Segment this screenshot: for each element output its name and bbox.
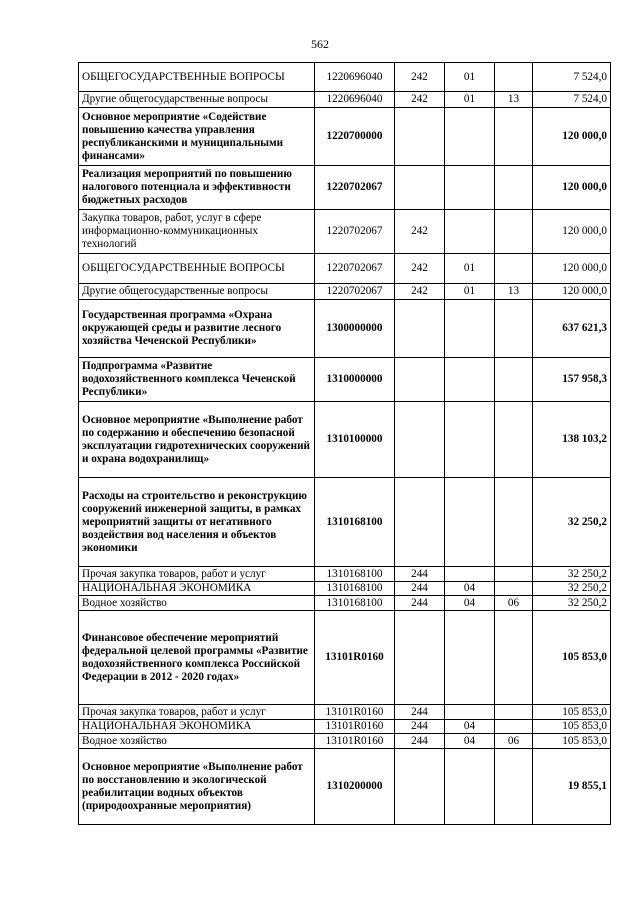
row-subsection-cell — [495, 108, 533, 166]
row-subsection-cell — [495, 705, 533, 720]
row-code-cell: 1310000000 — [315, 358, 395, 402]
row-subsection-cell: 13 — [495, 92, 533, 108]
table-row — [79, 611, 611, 705]
row-section-cell — [445, 108, 495, 166]
row-section-cell: 04 — [445, 582, 495, 596]
row-name-cell: Прочая закупка товаров, работ и услуг — [79, 567, 315, 582]
row-sum-cell: 157 958,3 — [533, 358, 611, 402]
row-subsection-cell — [495, 166, 533, 210]
row-expense-type-cell — [395, 749, 445, 825]
row-sum-cell: 105 853,0 — [533, 611, 611, 705]
row-section-cell: 01 — [445, 63, 495, 92]
row-sum-cell: 138 103,2 — [533, 402, 611, 478]
table-row — [79, 254, 611, 284]
row-code-cell: 1310168100 — [315, 582, 395, 596]
row-code-cell: 13101R0160 — [315, 611, 395, 705]
row-sum-cell: 7 524,0 — [533, 92, 611, 108]
row-subsection-cell: 13 — [495, 284, 533, 300]
row-sum-cell: 32 250,2 — [533, 478, 611, 567]
row-sum-cell: 32 250,2 — [533, 582, 611, 596]
row-subsection-cell — [495, 611, 533, 705]
row-code-cell: 1310168100 — [315, 478, 395, 567]
table-row — [79, 749, 611, 825]
table-row — [79, 478, 611, 567]
row-name-cell: Основное мероприятие «Содействие повышению качества управления республиканскими и муниципальными финансами» — [79, 108, 315, 166]
row-subsection-cell — [495, 720, 533, 734]
table-row — [79, 734, 611, 749]
row-code-cell: 1310200000 — [315, 749, 395, 825]
row-name-cell: Другие общегосударственные вопросы — [79, 284, 315, 300]
row-name-cell: ОБЩЕГОСУДАРСТВЕННЫЕ ВОПРОСЫ — [79, 254, 315, 284]
row-section-cell — [445, 611, 495, 705]
row-section-cell: 01 — [445, 284, 495, 300]
row-code-cell: 13101R0160 — [315, 720, 395, 734]
row-code-cell: 13101R0160 — [315, 734, 395, 749]
row-code-cell: 1220700000 — [315, 108, 395, 166]
row-subsection-cell — [495, 358, 533, 402]
row-code-cell: 1310168100 — [315, 596, 395, 611]
row-name-cell: Расходы на строительство и реконструкцию сооружений инженерной защиты, в рамках мероприятий защиты от негативного воздействия вод населения и объектов экономики — [79, 478, 315, 567]
table-row — [79, 284, 611, 300]
row-section-cell — [445, 478, 495, 567]
table-row — [79, 210, 611, 254]
table-row — [79, 92, 611, 108]
row-expense-type-cell: 244 — [395, 596, 445, 611]
row-expense-type-cell — [395, 478, 445, 567]
row-subsection-cell: 06 — [495, 596, 533, 611]
row-section-cell — [445, 166, 495, 210]
row-name-cell: Водное хозяйство — [79, 734, 315, 749]
row-name-cell: Подпрограмма «Развитие водохозяйственного комплекса Чеченской Республики» — [79, 358, 315, 402]
row-section-cell: 01 — [445, 254, 495, 284]
row-subsection-cell — [495, 567, 533, 582]
row-name-cell: НАЦИОНАЛЬНАЯ ЭКОНОМИКА — [79, 582, 315, 596]
row-subsection-cell: 06 — [495, 734, 533, 749]
row-section-cell — [445, 749, 495, 825]
row-name-cell: Государственная программа «Охрана окружающей среды и развитие лесного хозяйства Чеченской Республики» — [79, 300, 315, 358]
table-row — [79, 402, 611, 478]
row-code-cell: 1220702067 — [315, 254, 395, 284]
row-expense-type-cell: 244 — [395, 705, 445, 720]
table-row — [79, 63, 611, 92]
row-subsection-cell — [495, 478, 533, 567]
budget-table-body — [79, 63, 611, 825]
row-subsection-cell — [495, 749, 533, 825]
row-expense-type-cell: 242 — [395, 284, 445, 300]
row-code-cell: 13101R0160 — [315, 705, 395, 720]
row-code-cell: 1310100000 — [315, 402, 395, 478]
row-name-cell: Другие общегосударственные вопросы — [79, 92, 315, 108]
row-name-cell: Закупка товаров, работ, услуг в сфере информационно-коммуникационных технологий — [79, 210, 315, 254]
table-row — [79, 582, 611, 596]
row-expense-type-cell — [395, 300, 445, 358]
row-name-cell: Реализация мероприятий по повышению налогового потенциала и эффективности бюджетных расходов — [79, 166, 315, 210]
row-sum-cell: 105 853,0 — [533, 705, 611, 720]
row-name-cell: Водное хозяйство — [79, 596, 315, 611]
row-sum-cell: 120 000,0 — [533, 166, 611, 210]
row-section-cell — [445, 705, 495, 720]
row-name-cell: Финансовое обеспечение мероприятий федеральной целевой программы «Развитие водохозяйственного комплекса Российской Федерации в 2012 - 2020 годах» — [79, 611, 315, 705]
row-subsection-cell — [495, 402, 533, 478]
row-sum-cell: 19 855,1 — [533, 749, 611, 825]
row-section-cell: 04 — [445, 720, 495, 734]
table-row — [79, 300, 611, 358]
table-row — [79, 166, 611, 210]
row-sum-cell: 105 853,0 — [533, 734, 611, 749]
row-code-cell: 1220702067 — [315, 166, 395, 210]
row-expense-type-cell: 242 — [395, 63, 445, 92]
budget-table — [78, 62, 611, 825]
row-code-cell: 1220696040 — [315, 92, 395, 108]
row-sum-cell: 32 250,2 — [533, 596, 611, 611]
row-sum-cell: 120 000,0 — [533, 108, 611, 166]
table-row — [79, 705, 611, 720]
row-section-cell: 04 — [445, 734, 495, 749]
row-section-cell: 01 — [445, 92, 495, 108]
row-expense-type-cell: 242 — [395, 210, 445, 254]
row-name-cell: НАЦИОНАЛЬНАЯ ЭКОНОМИКА — [79, 720, 315, 734]
row-code-cell: 1220702067 — [315, 210, 395, 254]
row-subsection-cell — [495, 300, 533, 358]
row-sum-cell: 120 000,0 — [533, 284, 611, 300]
page-number: 562 — [311, 37, 329, 51]
row-expense-type-cell — [395, 402, 445, 478]
row-sum-cell: 7 524,0 — [533, 63, 611, 92]
row-section-cell — [445, 210, 495, 254]
row-expense-type-cell: 242 — [395, 254, 445, 284]
table-row — [79, 108, 611, 166]
row-subsection-cell — [495, 63, 533, 92]
row-sum-cell: 105 853,0 — [533, 720, 611, 734]
row-expense-type-cell: 242 — [395, 92, 445, 108]
row-code-cell: 1220702067 — [315, 284, 395, 300]
row-name-cell: Основное мероприятие «Выполнение работ по содержанию и обеспечению безопасной эксплуатации гидротехнических сооружений и охрана водохранилищ» — [79, 402, 315, 478]
row-expense-type-cell: 244 — [395, 720, 445, 734]
row-section-cell — [445, 402, 495, 478]
row-expense-type-cell: 244 — [395, 582, 445, 596]
row-subsection-cell — [495, 254, 533, 284]
row-name-cell: Прочая закупка товаров, работ и услуг — [79, 705, 315, 720]
row-section-cell: 04 — [445, 596, 495, 611]
row-name-cell: ОБЩЕГОСУДАРСТВЕННЫЕ ВОПРОСЫ — [79, 63, 315, 92]
row-sum-cell: 32 250,2 — [533, 567, 611, 582]
row-expense-type-cell: 244 — [395, 734, 445, 749]
row-section-cell — [445, 358, 495, 402]
row-code-cell: 1300000000 — [315, 300, 395, 358]
row-expense-type-cell — [395, 358, 445, 402]
row-subsection-cell — [495, 210, 533, 254]
row-expense-type-cell — [395, 166, 445, 210]
row-expense-type-cell — [395, 108, 445, 166]
row-code-cell: 1310168100 — [315, 567, 395, 582]
row-sum-cell: 120 000,0 — [533, 210, 611, 254]
row-sum-cell: 120 000,0 — [533, 254, 611, 284]
table-row — [79, 358, 611, 402]
row-expense-type-cell — [395, 611, 445, 705]
table-row — [79, 567, 611, 582]
row-name-cell: Основное мероприятие «Выполнение работ по восстановлению и экологической реабилитации водных объектов (природоохранные мероприятия) — [79, 749, 315, 825]
table-row — [79, 720, 611, 734]
row-section-cell — [445, 567, 495, 582]
row-expense-type-cell: 244 — [395, 567, 445, 582]
row-subsection-cell — [495, 582, 533, 596]
row-section-cell — [445, 300, 495, 358]
row-code-cell: 1220696040 — [315, 63, 395, 92]
row-sum-cell: 637 621,3 — [533, 300, 611, 358]
table-row — [79, 596, 611, 611]
